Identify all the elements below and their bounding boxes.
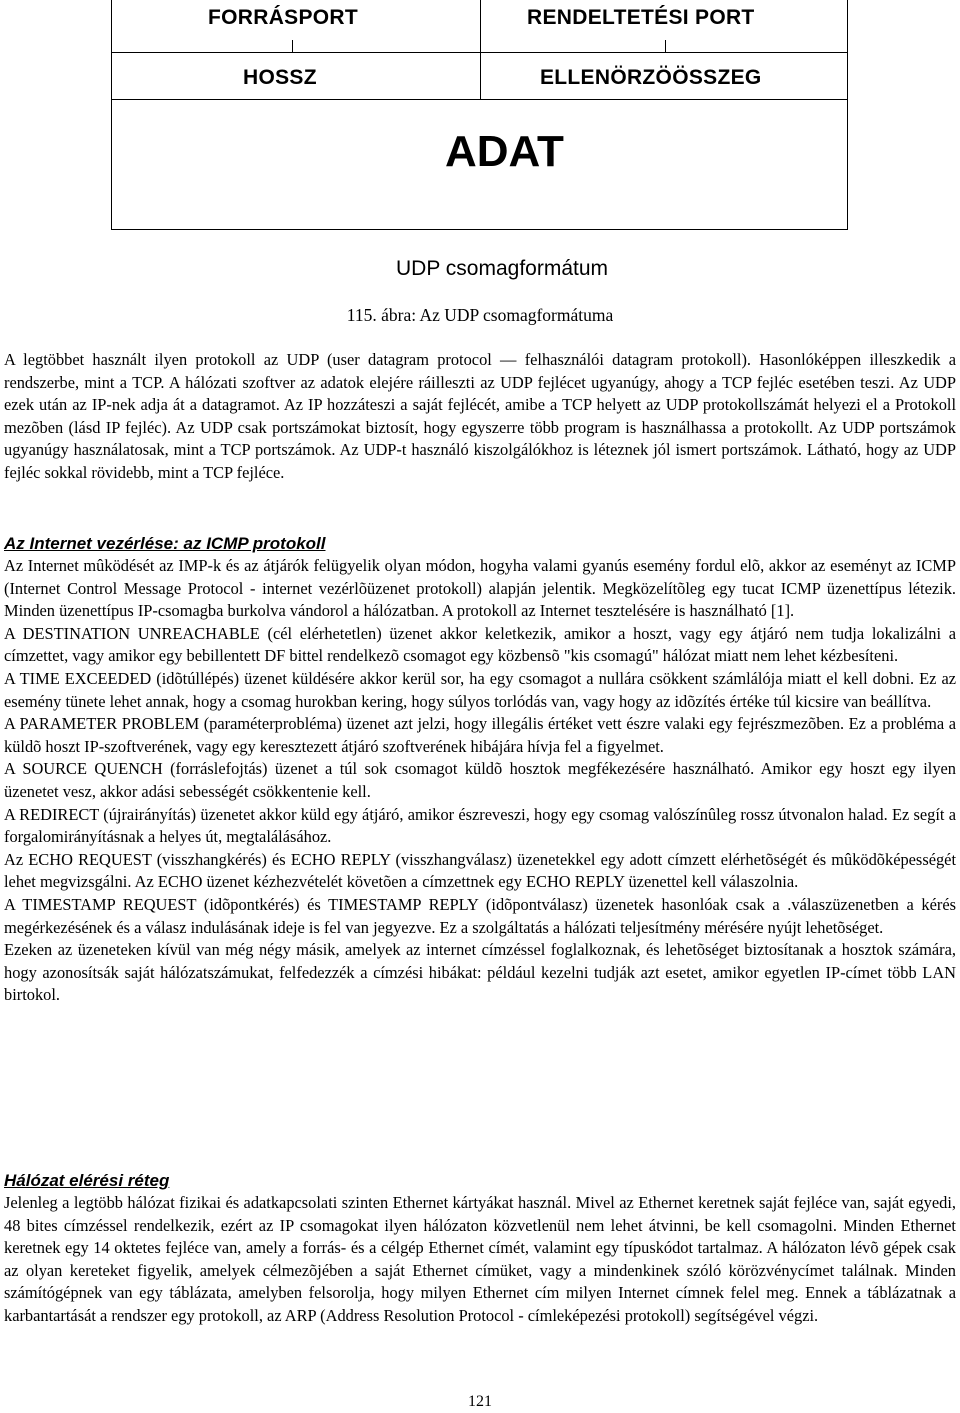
paragraph: A TIMESTAMP REQUEST (idõpontkérés) és TIMESTAMP REPLY (idõpontválasz) üzenetek hasonlóak csak a .válaszüzenetben a kérés megérkezésének és a válasz indulásának ideje is fel van jegyezve. Ez a szolgáltatás a hálózati teljesítmény mérésére nyújt lehetõséget.: [4, 894, 956, 937]
icmp-section: [4, 533, 956, 1007]
paragraph: Jelenleg a legtöbb hálózat fizikai és adatkapcsolati szinten Ethernet kártyákat használ. Mivel az Ethernet keretnek saját fejléce van, saját egyedi, 48 bites címzéssel rendelkezik, ezért az IP csomagokat ilyen hálózaton közvetlenül nem lehet átvinni, be kell csomagolni. Minden Ethernet keretnek egy 14 oktetes fejléce van, amely a forrás- és a célgép Ethernet címét, valamint egy típuskódot tartalmaz. A hálózaton lévõ gépek csak az olyan kereteket figyelik, amelyek célmezõjében a saját Ethernet címüket, vagy a mindenkinek szóló körözvénycímet találnak. Minden számítógépnek van egy táblázata, amelyben felsorolja, hogy milyen Ethernet cím milyen Internet címnek felel meg. Ennek a táblázatnak a karbantartását a rendszer egy protokoll, az ARP (Address Resolution Protocol - címleképezési protokoll) segítségével végzi.: [4, 1193, 956, 1325]
paragraph: A SOURCE QUENCH (forráslefojtás) üzenet a túl sok csomagot küldõ hosztok megfékezésére használható. Amikor egy hoszt egy ilyen üzenetet vesz, akkor adási sebességét csökkentenie kell.: [4, 759, 956, 801]
udp-format-diagram: [111, 0, 848, 230]
page-number: 121: [468, 1393, 492, 1410]
network-section: [4, 1170, 956, 1328]
diagram-row-divider: [112, 99, 847, 100]
field-checksum: ELLENÖRZÖÖSSZEG: [540, 66, 762, 89]
paragraph: A PARAMETER PROBLEM (paraméterprobléma) üzenet azt jelzi, hogy illegális értéket vett észre valaki egy fejrészmezõben. Ez a probléma a küldõ hoszt IP-szoftverének, vagy egy keresztezett átjáró szoftverének hibájára hívja fel a figyelmet.: [4, 714, 956, 756]
paragraph: A REDIRECT (újrairányítás) üzenetet akkor küld egy átjáró, amikor észreveszi, hogy egy csomag valószínûleg rossz útvonalon halad. Ez segít a forgalomirányításnak a helyes út, megtalálásához.: [4, 804, 956, 847]
diagram-tick: [292, 40, 293, 52]
paragraph: Ezeken az üzeneteken kívül van még négy másik, amelyek az internet címzéssel foglalkoznak, és lehetõséget biztosítanak a hosztok számára, hogy azonosítsák saját hálózatszámukat, felfedezzék a címzési hibákat: például kezelni tudják azt esetet, amikor egyetlen IP-címet több LAN birtokol.: [4, 940, 956, 1005]
diagram-title: UDP csomagformátum: [396, 257, 609, 280]
field-length: HOSSZ: [243, 66, 317, 89]
intro-section: [4, 349, 956, 485]
figure-caption: 115. ábra: Az UDP csomagformátuma: [346, 305, 614, 325]
field-source-port: FORRÁSPORT: [208, 6, 358, 29]
paragraph: A DESTINATION UNREACHABLE (cél elérhetetlen) üzenet akkor keletkezik, amikor a hoszt, vagy egy átjáró nem tudja lokalizálni a címzettet, vagy amikor egy bebillentett DF bittel rendelkezõ csomagot egy közbensõ "kis csomagú" hálózat miatt nem lehet kézbesíteni.: [4, 623, 956, 666]
section-heading: Hálózat elérési réteg: [4, 1171, 170, 1190]
paragraph: Az ECHO REQUEST (visszhangkérés) és ECHO REPLY (visszhangválasz) üzenetekkel egy adott címzett elérhetõségét és mûködõképességét lehet megvizsgálni. Az ECHO üzenet kézhezvételét követõen a címzettnek egy ECHO REPLY üzenettel kell válaszolnia.: [4, 849, 956, 892]
diagram-tick: [665, 40, 666, 52]
paragraph: A legtöbbet használt ilyen protokoll az UDP (user datagram protocol — felhasználói datagram protokoll). Hasonlóképpen illeszkedik a rendszerbe, mint a TCP. A hálózati szoftver az adatok elejére ráilleszti az UDP fejlécet ugyanúgy, ahogy a TCP fejléc esetében teszi. Az UDP ezek után az IP-nek adja át a datagramot. Az IP hozzáteszi a saját fejlécét, amibe a TCP helyett az UDP protokollszámát helyezi el a Protokoll mezõben (lásd IP fejléc). Az UDP csak portszámokat biztosít, hogy egyszerre több program is használhassa a protokollt. Az UDP portszámok ugyanúgy használatosak, mint a TCP portszámok. Az UDP-t használó kiszolgálókhoz is léteznek jól ismert portszámok. Látható, hogy az UDP fejléc sokkal rövidebb, mint a TCP fejléce.: [4, 350, 956, 482]
field-data: ADAT: [445, 127, 564, 176]
paragraph: A TIME EXCEEDED (idõtúllépés) üzenet küldésére akkor kerül sor, ha egy csomagot a nullára csökkent számlálója miatt el kell dobni. Ez az esemény tünete lehet annak, hogy a csomag hurokban kering, hogy súlyos torlódás van, vagy hogy az idõzítés értéke túl kicsire van beállítva.: [4, 668, 956, 711]
diagram-column-divider: [480, 0, 481, 99]
diagram-row-divider: [112, 52, 847, 53]
field-dest-port: RENDELTETÉSI PORT: [527, 6, 755, 29]
paragraph: Az Internet mûködését az IMP-k és az átjárók felügyelik olyan módon, hogyha valami gyanús esemény fordul elõ, akkor az eseményt az ICMP (Internet Control Message Protocol - internet vezérlõüzenet protokoll) alapján jelentik. Megközelítõleg egy tucat ICMP üzenettípus létezik. Minden üzenettípus IP-csomagba burkolva vándorol a hálózatban. A protokoll az Internet tesztelésére is használható [1].: [4, 556, 956, 621]
section-heading: Az Internet vezérlése: az ICMP protokoll: [4, 534, 326, 553]
